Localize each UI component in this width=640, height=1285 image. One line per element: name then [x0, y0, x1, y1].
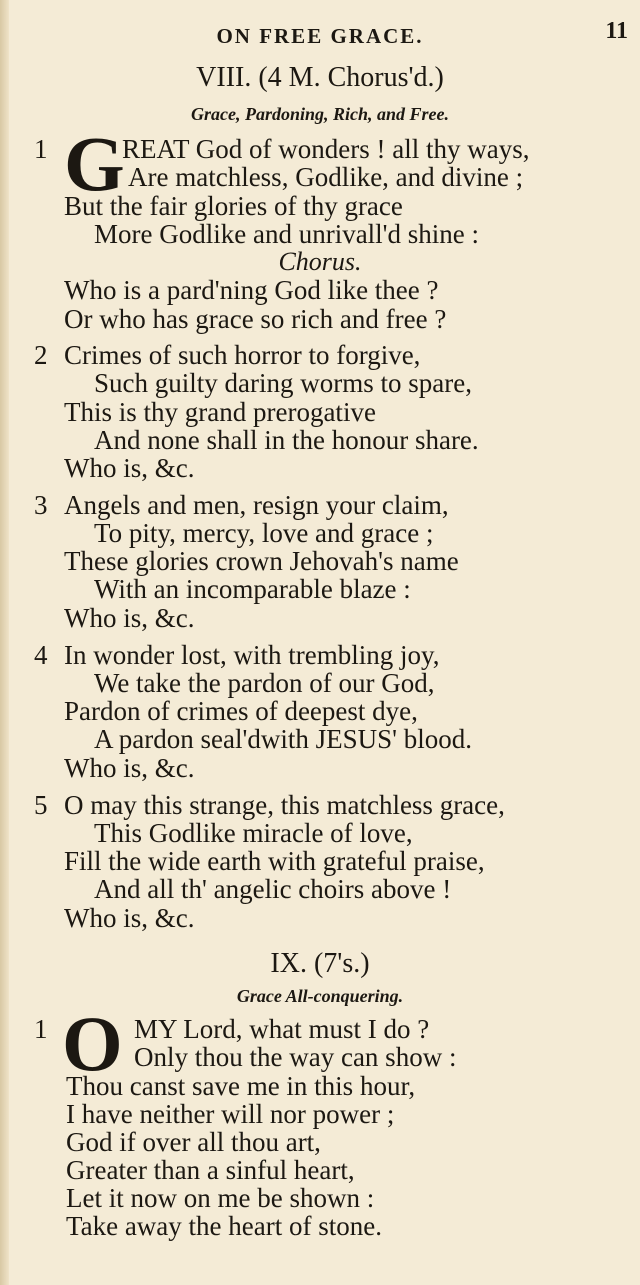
- verse-line: Are matchless, Godlike, and divine ;: [128, 162, 524, 192]
- hymn-8-subtitle: Grace, Pardoning, Rich, and Free.: [190, 104, 449, 124]
- hymn-9-title: IX. (7's.): [270, 948, 370, 979]
- verse-line: And none shall in the honour share.: [94, 425, 479, 455]
- verse-number: 4: [34, 640, 48, 670]
- page-number: 11: [605, 18, 628, 44]
- verse-line: This is thy grand prerogative: [64, 397, 376, 427]
- verse-line: Who is, &c.: [64, 453, 195, 483]
- verse-line: Let it now on me be shown :: [66, 1183, 375, 1213]
- hymn-8-title: VIII. (4 M. Chorus'd.): [196, 62, 444, 93]
- verse-line: These glories crown Jehovah's name: [64, 546, 459, 576]
- chorus-label: Chorus.: [278, 247, 362, 276]
- verse-line: A pardon seal'dwith JESUS' blood.: [94, 724, 472, 754]
- chorus-line: Who is a pard'ning God like thee ?: [64, 275, 439, 305]
- verse-line: Pardon of crimes of deepest dye,: [64, 696, 418, 726]
- verse-line: With an incomparable blaze :: [94, 574, 411, 604]
- verse-number: 3: [34, 490, 48, 520]
- verse-line: We take the pardon of our God,: [94, 668, 435, 698]
- verse-line: Who is, &c.: [64, 903, 195, 933]
- chorus-line: Or who has grace so rich and free ?: [64, 304, 447, 334]
- verse-number: 5: [34, 790, 48, 820]
- verse-line: Angels and men, resign your claim,: [64, 490, 449, 520]
- verse-line: More Godlike and unrivall'd shine :: [94, 219, 480, 249]
- verse-line: But the fair glories of thy grace: [64, 191, 403, 221]
- drop-cap: O: [62, 1000, 123, 1087]
- verse-line: In wonder lost, with trembling joy,: [64, 640, 440, 670]
- page-binding-edge: [0, 0, 9, 1285]
- verse-line: Fill the wide earth with grateful praise,: [64, 846, 485, 876]
- verse-line: I have neither will nor power ;: [66, 1099, 395, 1129]
- drop-cap: G: [64, 120, 125, 207]
- verse-number: 2: [34, 340, 48, 370]
- verse-number: 1: [34, 134, 48, 164]
- verse-line: Such guilty daring worms to spare,: [94, 368, 472, 398]
- verse-line: Crimes of such horror to forgive,: [64, 340, 421, 370]
- verse-line: MY Lord, what must I do ?: [134, 1014, 430, 1044]
- verse-line: Greater than a sinful heart,: [66, 1155, 355, 1185]
- verse-number: 1: [34, 1014, 48, 1044]
- hymn-9-subtitle: Grace All-conquering.: [236, 986, 404, 1006]
- verse-line: O may this strange, this matchless grace,: [64, 790, 505, 820]
- verse-line: Take away the heart of stone.: [66, 1211, 382, 1241]
- verse-line: Thou canst save me in this hour,: [66, 1071, 416, 1101]
- verse-line: God if over all thou art,: [66, 1127, 321, 1157]
- verse-line: Only thou the way can show :: [134, 1042, 457, 1072]
- running-title: ON FREE GRACE.: [216, 24, 424, 48]
- verse-line: Who is, &c.: [64, 753, 195, 783]
- verse-line: This Godlike miracle of love,: [94, 818, 413, 848]
- verse-line: And all th' angelic choirs above !: [94, 874, 452, 904]
- verse-line: Who is, &c.: [64, 603, 195, 633]
- verse-line: REAT God of wonders ! all thy ways,: [122, 134, 530, 164]
- verse-line: To pity, mercy, love and grace ;: [94, 518, 434, 548]
